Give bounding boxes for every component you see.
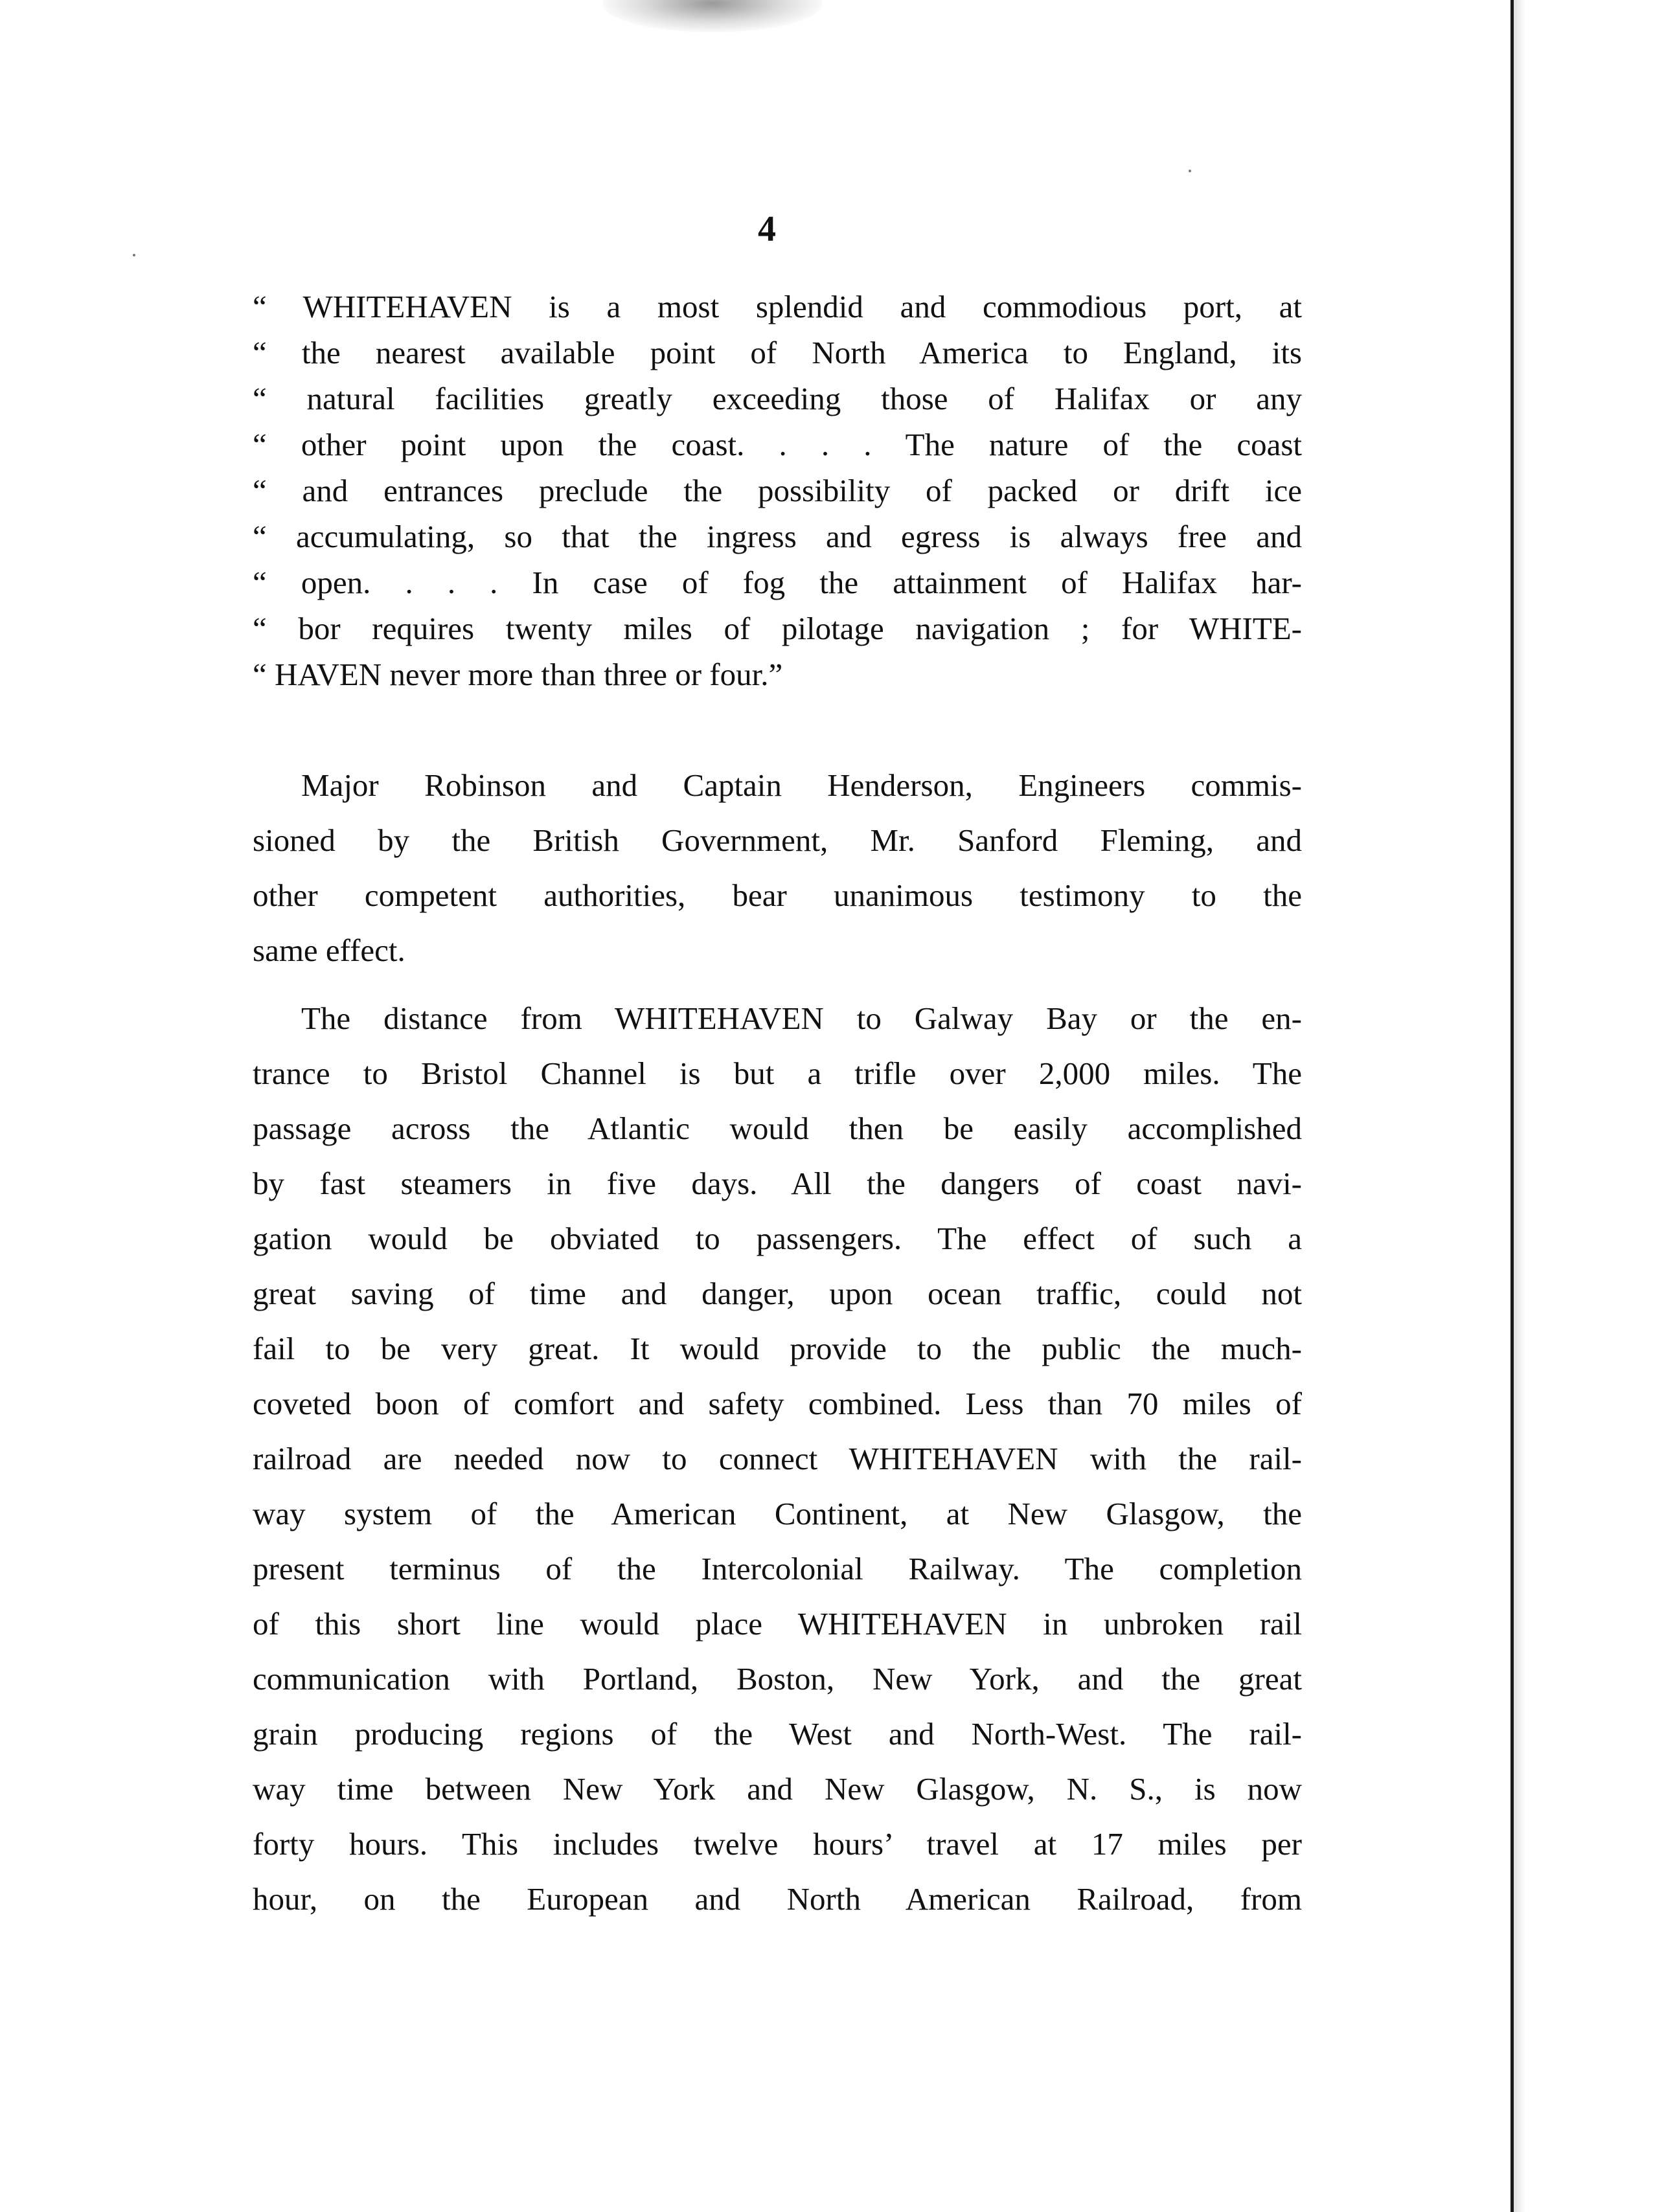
- paragraph-line: of this short line would place WHITEHAVEN in unbroken rail: [253, 1606, 1302, 1642]
- quote-line: “ the nearest available point of North America to England, its: [253, 335, 1302, 370]
- paragraph-line: way system of the American Continent, at New Glasgow, the: [253, 1496, 1302, 1531]
- page-number: 4: [758, 209, 776, 249]
- paragraph-line: forty hours. This includes twelve hours’ travel at 17 miles per: [253, 1826, 1302, 1862]
- quotation-block: [253, 284, 1302, 697]
- paragraph-line: grain producing regions of the West and North-West. The rail-: [253, 1716, 1302, 1752]
- paragraph-line: railroad are needed now to connect WHITEHAVEN with the rail-: [253, 1441, 1302, 1476]
- paragraph-line: by fast steamers in five days. All the dangers of coast navi-: [253, 1166, 1302, 1201]
- paragraph-engineers: [253, 758, 1302, 978]
- paragraph-line: fail to be very great. It would provide to the public the much-: [253, 1331, 1302, 1366]
- quote-line: “ and entrances preclude the possibility of packed or drift ice: [253, 473, 1302, 508]
- page-edge-shadow: [1514, 0, 1525, 2212]
- quote-line: “ other point upon the coast. . . . The nature of the coast: [253, 427, 1302, 462]
- paragraph-line: passage across the Atlantic would then be easily accomplished: [253, 1111, 1302, 1146]
- scan-speck: [1189, 170, 1191, 172]
- paragraph-line: great saving of time and danger, upon ocean traffic, could not: [253, 1276, 1302, 1311]
- paragraph-line: trance to Bristol Channel is but a trifle over 2,000 miles. The: [253, 1055, 1302, 1091]
- scan-speck: [133, 254, 135, 256]
- quote-line: “ natural facilities greatly exceeding those of Halifax or any: [253, 381, 1302, 416]
- quote-line: “ open. . . . In case of fog the attainment of Halifax har-: [253, 565, 1302, 600]
- paragraph-line: communication with Portland, Boston, New York, and the great: [253, 1661, 1302, 1697]
- paragraph-line: Major Robinson and Captain Henderson, Engineers commis-: [301, 767, 1302, 803]
- paragraph-distance: [253, 991, 1302, 1926]
- paragraph-line: same effect.: [253, 932, 405, 968]
- paragraph-line: hour, on the European and North American Railroad, from: [253, 1881, 1302, 1917]
- paragraph-line: present terminus of the Intercolonial Railway. The completion: [253, 1551, 1302, 1586]
- quote-line: “ WHITEHAVEN is a most splendid and commodious port, at: [253, 289, 1302, 324]
- quote-line: “ bor requires twenty miles of pilotage navigation ; for WHITE-: [253, 611, 1302, 646]
- quote-line: “ HAVEN never more than three or four.”: [253, 657, 783, 692]
- quote-line: “ accumulating, so that the ingress and egress is always free and: [253, 519, 1302, 554]
- paragraph-line: other competent authorities, bear unanimous testimony to the: [253, 877, 1302, 913]
- paragraph-line: The distance from WHITEHAVEN to Galway Bay or the en-: [301, 1000, 1302, 1036]
- paragraph-line: coveted boon of comfort and safety combined. Less than 70 miles of: [253, 1386, 1302, 1421]
- paragraph-line: way time between New York and New Glasgow, N. S., is now: [253, 1771, 1302, 1807]
- paragraph-line: gation would be obviated to passengers. The effect of such a: [253, 1221, 1302, 1256]
- paragraph-line: sioned by the British Government, Mr. Sanford Fleming, and: [253, 822, 1302, 858]
- scan-smudge: [602, 0, 823, 32]
